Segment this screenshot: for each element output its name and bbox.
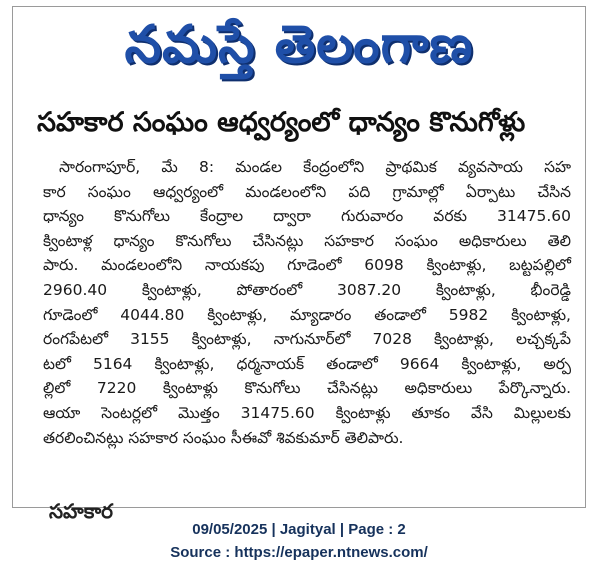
article-line: 2960.40 క్వింటాళ్లు, పోతారంలో 3087.20 క్వింటాళ్లు, భీంరెడ్డి — [43, 280, 571, 299]
article-body — [43, 155, 571, 450]
newspaper-clipping — [12, 6, 586, 523]
next-article-heading-fragment: సహకార — [49, 499, 114, 523]
masthead — [13, 9, 585, 93]
article-line: కార సంఘం ఆధ్వర్యంలో మండలంలోని పది గ్రామాల్లో ఏర్పాటు చేసిన — [43, 182, 571, 201]
article-line: క్వింటాళ్ల ధాన్యం కొనుగోలు చేసినట్లు సహకార సంఘం అధికారులు తెలి — [43, 231, 571, 250]
article-line: ఆయా సెంటర్లలో మొత్తం 31475.60 క్వింటాళ్లు తూకం వేసి మిల్లులకు — [43, 403, 571, 422]
edition-line: 09/05/2025 | Jagityal | Page : 2 — [192, 521, 406, 538]
article-line: రంగపేటలో 3155 క్వింటాళ్లు, నాగునూర్‌లో 7028 క్వింటాళ్లు, లచ్చక్కపే — [43, 330, 571, 349]
article-line: తరలించినట్లు సహకార సంఘం సీఈవో శివకుమార్ తెలిపారు. — [43, 428, 404, 447]
source-line: Source : https://epaper.ntnews.com/ — [170, 544, 428, 561]
masthead-title: నమస్తే తెలంగాణ — [124, 14, 474, 75]
article-line: గూడెంలో 4044.80 క్వింటాళ్లు, మ్యాడారం తండాలో 5982 క్వింటాళ్లు, — [43, 305, 571, 324]
article-line: టలో 5164 క్వింటాళ్లు, ధర్మనాయక్ తండాలో 9664 క్వింటాళ్లు, అర్ప — [43, 354, 571, 373]
article-line: సారంగాపూర్, మే 8: మండల కేంద్రంలోని ప్రాథమిక వ్యవసాయ సహ — [59, 158, 571, 176]
article-line: పారు. మండలంలోని నాయకపు గూడెంలో 6098 క్వింటాళ్లు, బట్టపల్లిలో — [43, 256, 571, 275]
article-headline: సహకార సంఘం ఆధ్వర్యంలో ధాన్యం కొనుగోళ్లు — [37, 107, 526, 138]
article-line: ధాన్యం కొనుగోలు కేంద్రాల ద్వారా గురువారం వరకు 31475.60 — [43, 207, 571, 226]
article-line: ల్లిలో 7220 క్వింటాళ్లు కొనుగోలు చేసినట్లు అధికారులు పేర్కొన్నారు. — [43, 379, 571, 398]
clipping-footer — [0, 518, 598, 564]
